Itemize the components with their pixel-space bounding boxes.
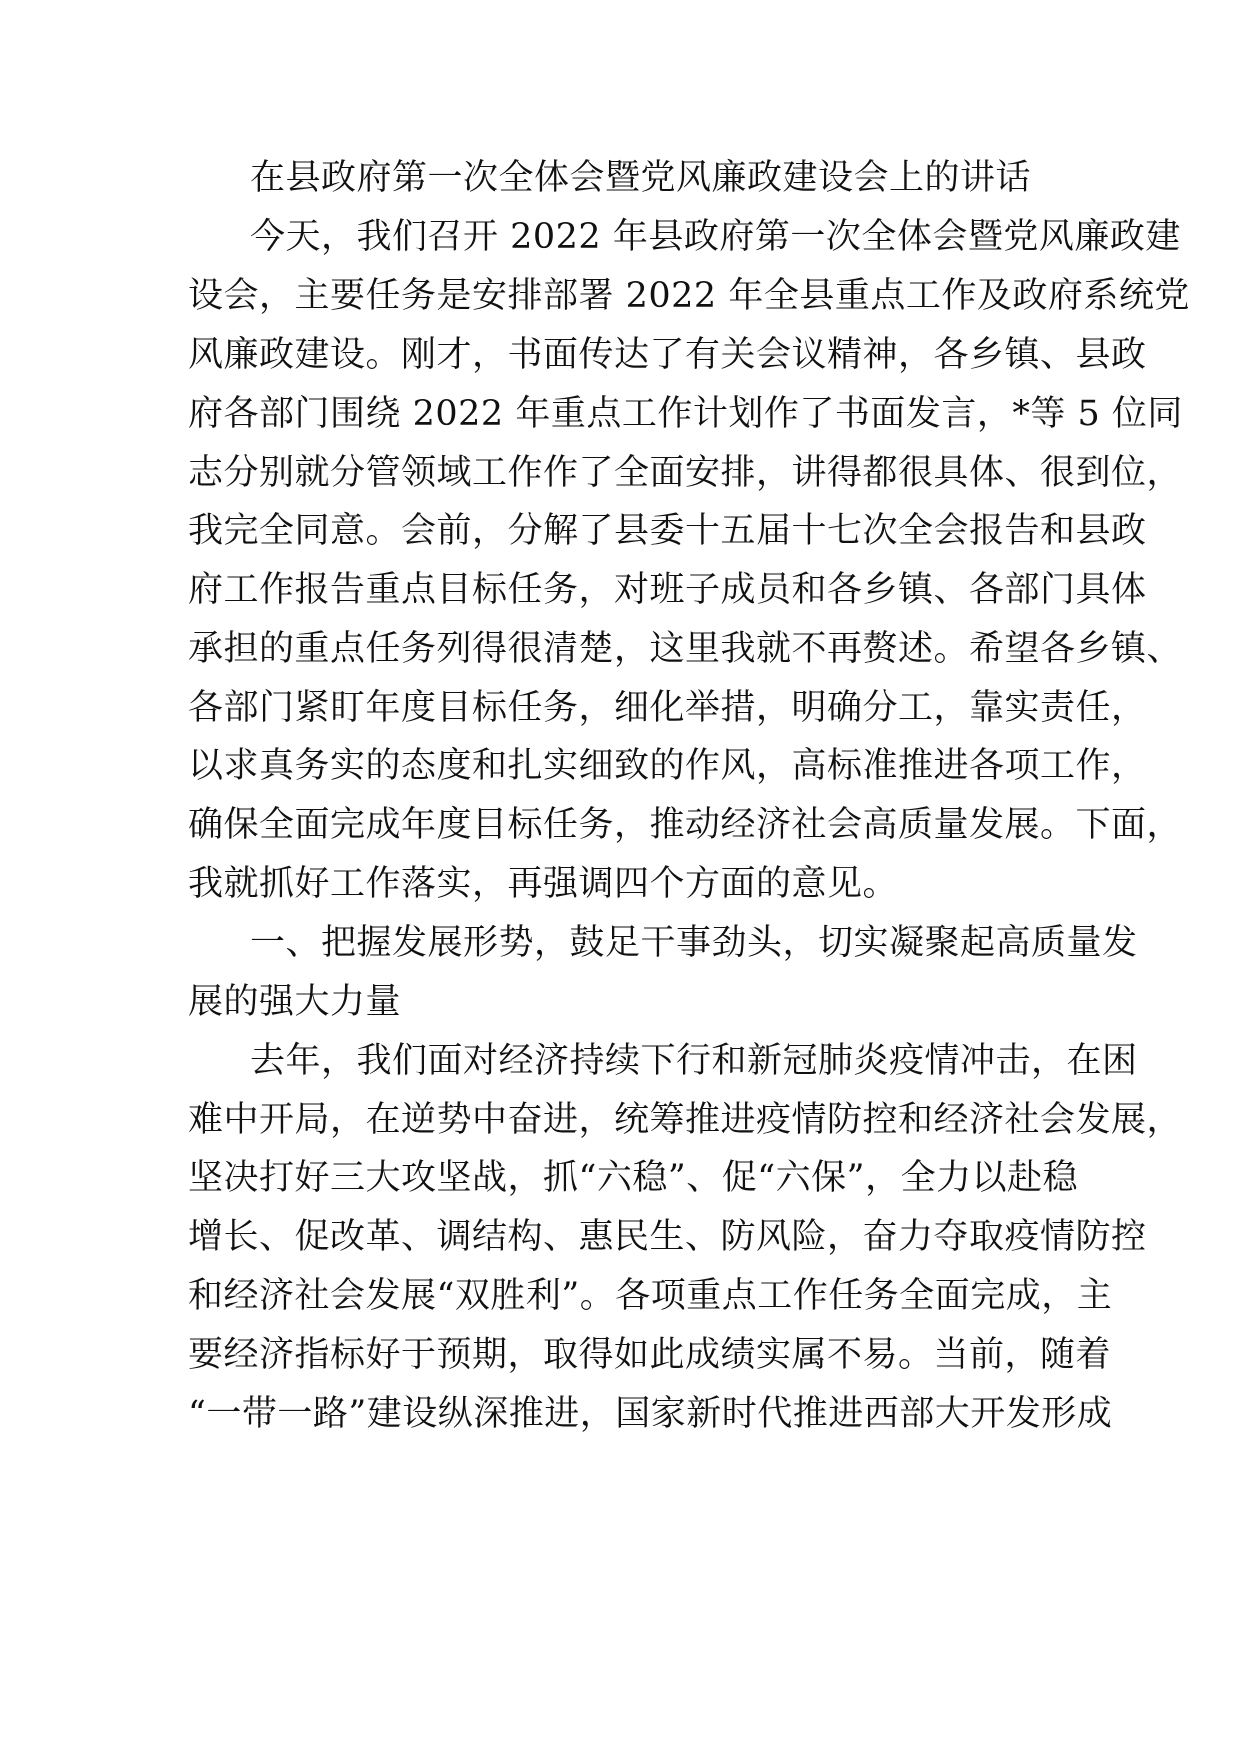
paragraph-2-line-4: 增长、促改革、调结构、惠民生、防风险，奋力夺取疫情防控 [188,1217,1147,1257]
document-title: 在县政府第一次全体会暨党风廉政建设会上的讲话 [250,158,1032,198]
paragraph-1-line-10: 以求真务实的态度和扎实细致的作风，高标准推进各项工作， [188,746,1147,786]
paragraph-2-line-2: 难中开局，在逆势中奋进，统筹推进疫情防控和经济社会发展， [188,1100,1183,1140]
paragraph-1-line-4: 府各部门围绕 2022 年重点工作计划作了书面发言，*等 5 位同 [188,394,1183,434]
paragraph-1-line-12: 我就抓好工作落实，再强调四个方面的意见。 [188,864,899,904]
paragraph-1-line-2: 设会，主要任务是安排部署 2022 年全县重点工作及政府系统党 [188,276,1190,316]
section-heading-line-2: 展的强大力量 [188,982,402,1022]
paragraph-1-line-3: 风廉政建设。刚才，书面传达了有关会议精神，各乡镇、县政 [188,335,1147,375]
paragraph-1-line-5: 志分别就分管领域工作作了全面安排，讲得都很具体、很到位， [188,453,1183,493]
paragraph-1-line-11: 确保全面完成年度目标任务，推动经济社会高质量发展。下面， [188,805,1183,845]
paragraph-2-line-5: 和经济社会发展“双胜利”。各项重点工作任务全面完成，主 [188,1276,1113,1316]
section-heading-line-1: 一、把握发展形势，鼓足干事劲头，切实凝聚起高质量发 [250,923,1138,963]
paragraph-1-line-6: 我完全同意。会前，分解了县委十五届十七次全会报告和县政 [188,511,1147,551]
paragraph-2-line-7: “一带一路”建设纵深推进，国家新时代推进西部大开发形成 [188,1394,1113,1434]
paragraph-1-line-7: 府工作报告重点目标任务，对班子成员和各乡镇、各部门具体 [188,570,1147,610]
paragraph-2-line-1: 去年，我们面对经济持续下行和新冠肺炎疫情冲击，在困 [250,1041,1138,1081]
paragraph-2-line-3: 坚决打好三大攻坚战，抓“六稳”、促“六保”，全力以赴稳 [188,1158,1079,1198]
paragraph-1-line-8: 承担的重点任务列得很清楚，这里我就不再赘述。希望各乡镇、 [188,629,1183,669]
paragraph-1-line-9: 各部门紧盯年度目标任务，细化举措，明确分工，靠实责任， [188,688,1147,728]
paragraph-1-line-1: 今天，我们召开 2022 年县政府第一次全体会暨党风廉政建 [250,217,1181,257]
paragraph-2-line-6: 要经济指标好于预期，取得如此成绩实属不易。当前，随着 [188,1335,1112,1375]
